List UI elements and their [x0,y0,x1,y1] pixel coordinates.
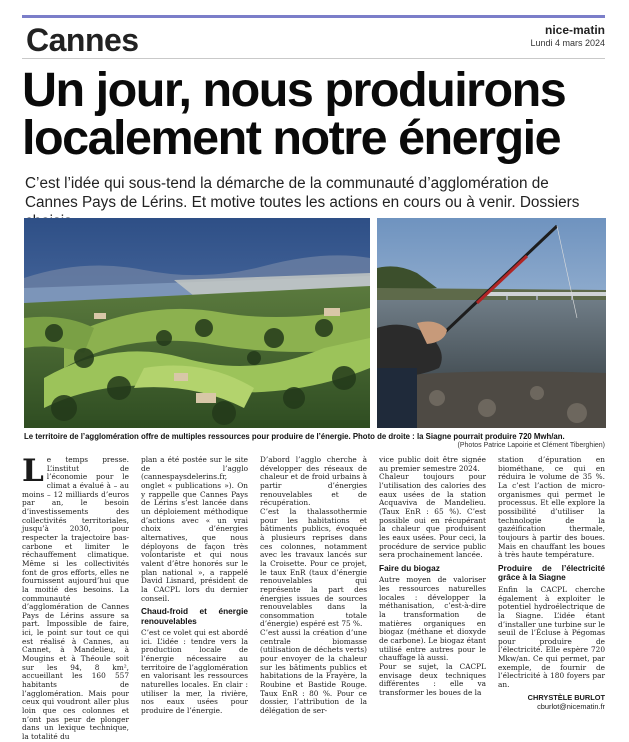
author-name: CHRYSTÈLE BURLOT [527,692,605,702]
aerial-golf-course-photo [24,218,370,428]
photo-credit: (Photos Patrice Lapoirie et Clément Tiberghien) [457,442,605,449]
paragraph-text: e temps presse. L’institut de l’économie pour le climat a évalué à – au moins – 12 milliards d’euros par an, le besoin d’investissements des collectivités territoriales, jusqu’à 2030, pour respecter la trajectoire bas-carbone et limiter le réchauffement climatique. Même si les collectivités font de gros efforts, elles ne fournissent aujourd’hui que la moitié des besoins. La communauté d’agglomération de Cannes Pays de Lérins assure sa part. Impossible de faire, ici, le point sur tout ce qui est réalisé à Cannes, au Cannet, à Mandelieu, à Mougins et à Théoule soit sur les 94, 8 km², accueillant les 160 557 habitants de l’agglomération. Mais pour ceux qui voudront aller plus loin que ces colonnes et n’ont pas peur de plonger dans un lexique technique, la totalité du [22,455,129,741]
headline-line-2: localement notre énergie [22,111,561,165]
headline [22,63,612,165]
paragraph: station d’épuration en biométhane, ce qui en réduira le volume de 35 %. La c’est l’action de micro-organismes qui permet le processus. Et elle explore la possibilité d’utiliser la technologie de la gazéification thermale, toujours à partir des boues. Mais en chauffant les boues à très haute température. [498,455,605,560]
subheading-siagne-electricity: Produire de l’électricité grâce à la Siagne [498,562,605,583]
header-divider [22,58,605,59]
paragraph: Enfin la CACPL cherche également à exploiter le potentiel hydroélectrique de la Siagne. L’idée étant d’installer une turbine sur le seuil de l’Écluse à Pégomas pour produire de l’électricité. Elle espère 720 Mkw/an. Ce qui permet, par exemple, de fournir de l’électricité à 180 foyers par an. [498,584,605,690]
drop-cap: L [22,453,44,489]
publication-date: Lundi 4 mars 2024 [530,38,605,48]
paragraph: Chaleur toujours pour l’utilisation des calories des eaux usées de la station Acquaviva de Mandelieu. (Taux EnR : 65 %). C’est possible oui en récupérant la chaleur que produisent les eaux usées. Pour ceci, la procédure de service public sera prochainement lancée. [379,472,486,560]
section-title: Cannes [26,22,139,58]
column-5 [498,456,605,711]
photo-caption: Le territoire de l’agglomération offre de multiples ressources pour produire de l’énergie. Photo de droite : la Siagne pourrait produire 720 Mwh/an. [24,432,565,441]
paragraph: plan a été postée sur le site de l’agglo (cannespaysdelerins.fr, onglet « publications »). On y rappelle que Cannes Pays de Lérins s’est lancée dans un déploiement méthodique d’actions avec « un vrai choix d’énergies alternatives, que nous déployons de façon très volontariste et qui nous valent d’être honorés sur le plan national », a rappelé David Lisnard, président de la CACPL lors du dernier conseil. [141,455,248,603]
paragraph: C’est la thalassothermie pour les habitations et bâtiments publics, évoquée à plusieurs reprises dans ces colonnes, notamment avec les travaux lancés sur la Croisette. Pour ce projet, le taux EnR (taux d’énergie renouvelables qui représente la part des énergies issues de sources renouvelables dans la consommation totale d’énergie) espéré est 75 %. [260,506,367,629]
paragraph [22,453,129,742]
paragraph: vice public doit être signée au premier semestre 2024. [379,455,486,473]
paragraph: Autre moyen de valoriser les ressources naturelles locales : développer la méthanisation, c’est-à-dire la transformation de matières organiques en biogaz (méthane et dioxyde de carbone). Le biogaz étant utilisé entre autres pour le chauffage là aussi. [379,575,486,663]
author-email[interactable]: cburlot@nicematin.fr [537,701,605,711]
column-1 [22,453,129,742]
top-accent-rule [22,15,605,18]
subheading-biogas: Faire du biogaz [379,562,440,573]
newspaper-name: nice-matin [544,23,605,37]
article-deck: C’est l’idée qui sous-tend la démarche de la communauté d’agglomération de Cannes Pays de Lérins. Et motive toutes les actions en cours ou à venir. Dossiers [25,175,580,211]
byline [498,693,605,711]
fishing-rod-river-photo [377,218,606,428]
paragraph: C’est ce volet qui est abordé ici. L’idée : tendre vers la production locale de l’énergie nécessaire au territoire de l’agglomération en valorisant les ressources naturelles locales. En clair : utiliser la mer, la rivière, nos eaux usées pour produire de l’énergie. [141,628,248,716]
masthead [530,23,605,48]
paragraph: C’est aussi la création d’une centrale biomasse (utilisation de déchets verts) pour envoyer de la chaleur sur les bâtiments publics et habitations de la Frayère, la Roubine et Bastide Rouge. Taux EnR : 80 %. Pour ce dossier, l’attribution de la délégation de ser- [260,628,367,716]
paragraph: D’abord l’agglo cherche à développer des réseaux de chaleur et de froid urbains à partir d’énergies renouvelables et de récupération. [260,455,367,508]
subheading-heating-cooling: Chaud-froid et énergie renouvelables [141,606,248,626]
paragraph: Pour se sujet, la CACPL envisage deux techniques différentes : elle va transformer les boues de la [379,661,486,697]
column-4 [379,456,486,698]
column-2 [141,456,248,716]
column-3 [260,456,367,716]
article-body [22,453,605,741]
headline-line-1: Un jour, nous produirons [22,63,566,117]
